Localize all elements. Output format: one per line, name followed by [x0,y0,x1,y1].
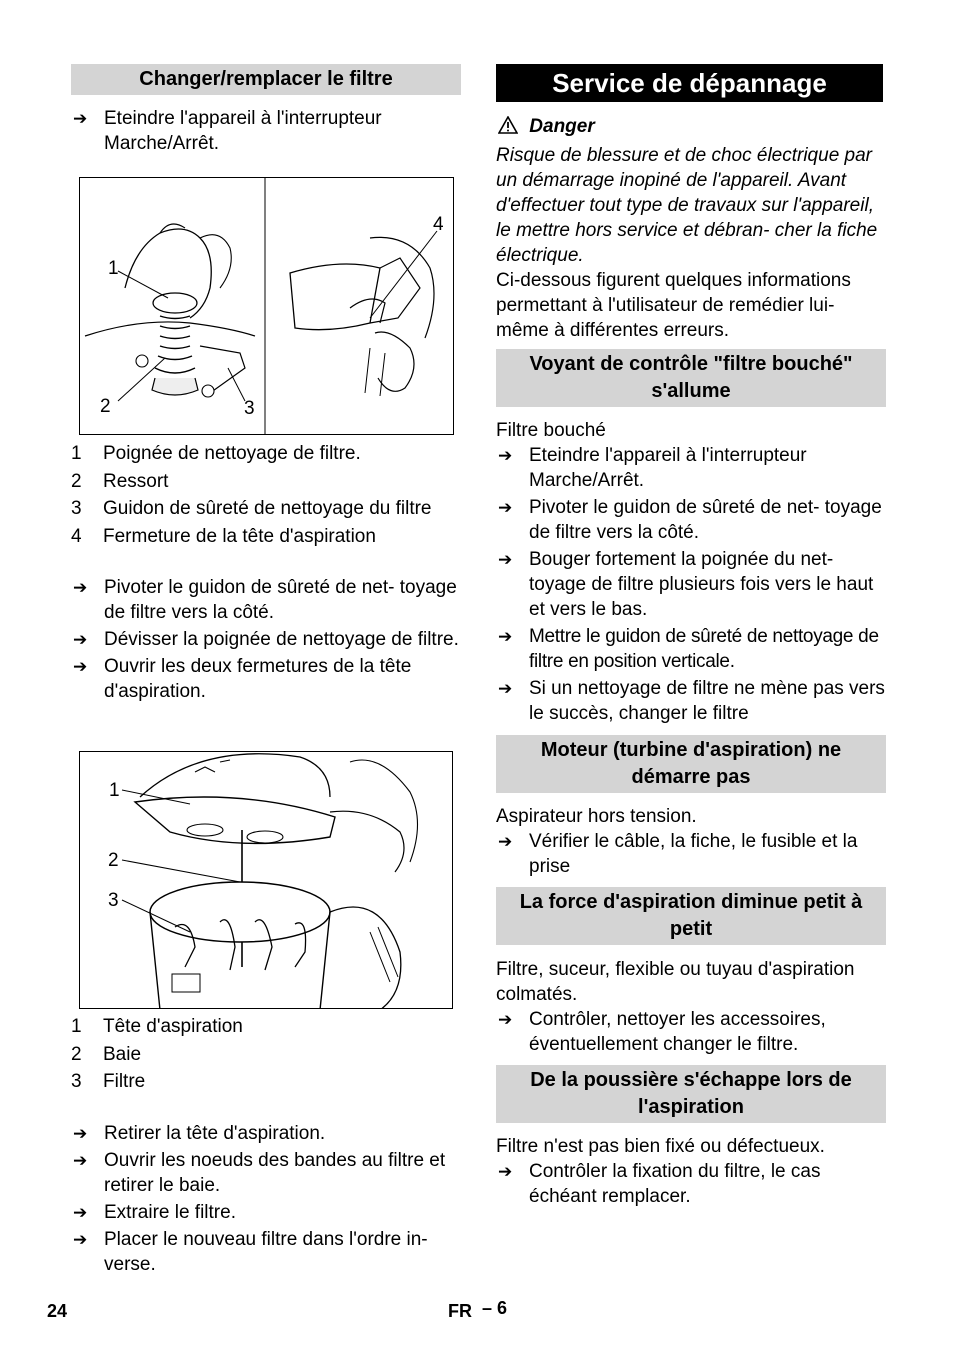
legend-item: 1 Tête d'aspiration [71,1016,243,1037]
arrow-right-icon: ➔ [73,109,88,128]
danger-heading: Danger [496,114,886,141]
section-heading-filter: Changer/remplacer le filtre [71,64,461,95]
step-list-intro [71,106,461,156]
arrow-right-icon: ➔ [73,630,88,649]
step-item: ➔ Pivoter le guidon de sûreté de net- toyage de filtre vers la côté. [498,497,882,543]
arrow-right-icon: ➔ [498,550,513,569]
arrow-right-icon: ➔ [73,1151,88,1170]
step-list-open [71,575,461,704]
arrow-right-icon: ➔ [498,679,513,698]
callout-label: 4 [433,214,444,235]
intro-text: Ci-dessous figurent quelques informations permettant à l'utilisateur de remédier lui- même à différentes erreurs. [496,270,851,341]
arrow-right-icon: ➔ [498,1162,513,1181]
filter-cleaning-illustration [80,178,454,435]
suction-head-illustration [80,752,453,1009]
legend-item: 3 Guidon de sûreté de nettoyage du filtre [71,498,432,519]
step-item: ➔ Si un nettoyage de filtre ne mène pas vers le succès, changer le filtre [498,678,885,724]
page-number: 24 [47,1301,68,1321]
step-item: ➔ Mettre le guidon de sûreté de nettoyage de filtre en position verticale. [498,626,879,672]
footer-subpage: – 6 [482,1298,508,1318]
step-text: Eteindre l'appareil à l'interrupteur Marche/Arrêt. [104,108,382,154]
step-item: ➔ Placer le nouveau filtre dans l'ordre in- verse. [73,1229,428,1275]
callout-label: 1 [108,258,119,279]
section-body-filter-light [496,418,886,726]
arrow-right-icon: ➔ [498,832,513,851]
legend-item: 3 Filtre [71,1071,146,1092]
warning-triangle-icon [498,116,518,141]
step-item: ➔ Retirer la tête d'aspiration. [73,1123,326,1144]
cause-text: Aspirateur hors tension. [496,806,697,827]
arrow-right-icon: ➔ [73,657,88,676]
danger-block [496,114,886,343]
step-item: ➔ Vérifier le câble, la fiche, le fusible et la prise [498,831,858,877]
danger-text: Risque de blessure et de choc électrique par un démarrage inopiné de l'appareil. Avant d'effectuer tout type de travaux sur l'appareil, le mettre hors service et débran- cher la fiche électrique. [496,145,878,266]
section-heading-filter-light: Voyant de contrôle "filtre bouché" s'allume [496,349,886,407]
arrow-right-icon: ➔ [498,446,513,465]
step-item: ➔ Contrôler la fixation du filtre, le cas échéant remplacer. [498,1161,821,1207]
step-item: ➔ Eteindre l'appareil à l'interrupteur Marche/Arrêt. [498,445,807,491]
step-item: ➔ Contrôler, nettoyer les accessoires, éventuellement changer le filtre. [498,1009,826,1055]
cause-text: Filtre bouché [496,420,606,441]
callout-label: 1 [109,780,120,801]
figure-filter-cleaning [79,177,454,435]
arrow-right-icon: ➔ [73,1124,88,1143]
step-item: ➔ Ouvrir les deux fermetures de la tête d'aspiration. [73,656,412,702]
legend-item: 1 Poignée de nettoyage de filtre. [71,443,361,464]
step-list-replace [71,1121,461,1277]
legend-item: 4 Fermeture de la tête d'aspiration [71,525,376,547]
footer-language: FR [448,1301,472,1321]
callout-label: 2 [100,396,111,417]
legend-item: 2 Ressort [71,470,169,492]
callout-label: 3 [108,890,119,911]
legend-item: 2 Baie [71,1043,142,1065]
arrow-right-icon: ➔ [73,1230,88,1249]
callout-label: 2 [108,850,119,871]
cause-text: Filtre n'est pas bien fixé ou défectueux. [496,1136,825,1157]
chapter-title: Service de dépannage [496,64,883,102]
section-heading-suction-force: La force d'aspiration diminue petit à petit [496,887,886,945]
step-item: ➔ Pivoter le guidon de sûreté de net- toyage de filtre vers la côté. [73,577,457,623]
legend-figure-1 [71,441,461,551]
section-heading-motor: Moteur (turbine d'aspiration) ne démarre pas [496,735,886,793]
step-item: ➔ Bouger fortement la poignée du net- toyage de filtre plusieurs fois vers le haut et vers le bas. [498,549,874,620]
figure-suction-head [79,751,453,1009]
section-heading-dust: De la poussière s'échappe lors de l'aspiration [496,1065,886,1123]
section-body-suction-force [496,957,886,1057]
legend-figure-2 [71,1014,461,1097]
step-item: ➔ Ouvrir les noeuds des bandes au filtre et retirer le baie. [73,1150,446,1196]
step-item [71,106,461,156]
step-item: ➔ Dévisser la poignée de nettoyage de filtre. [73,629,459,650]
callout-label: 3 [244,398,255,419]
arrow-right-icon: ➔ [498,498,513,517]
arrow-right-icon: ➔ [73,578,88,597]
section-body-motor [496,804,886,879]
step-item: ➔ Extraire le filtre. [73,1202,236,1223]
cause-text: Filtre, suceur, flexible ou tuyau d'aspiration colmatés. [496,959,855,1005]
section-body-dust [496,1134,886,1209]
arrow-right-icon: ➔ [73,1203,88,1222]
arrow-right-icon: ➔ [498,627,512,646]
arrow-right-icon: ➔ [498,1010,513,1029]
